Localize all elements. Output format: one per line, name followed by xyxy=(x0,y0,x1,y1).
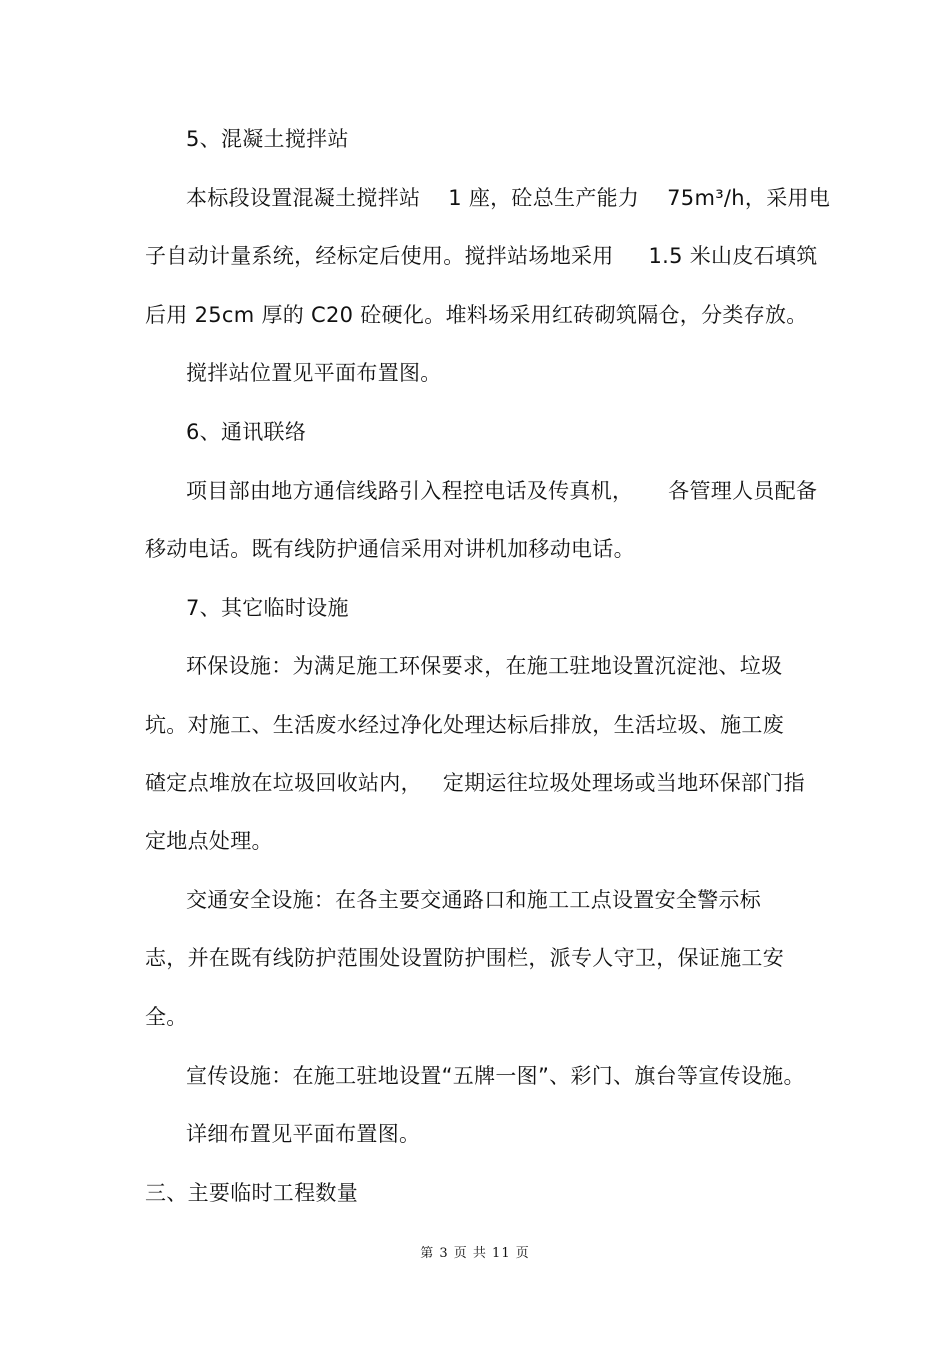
paragraph-line: 详细布置见平面布置图。 xyxy=(186,1122,421,1146)
heading-concrete-mixing-station: 5、混凝土搅拌站 xyxy=(186,127,349,151)
paragraph-line: 移动电话。既有线防护通信采用对讲机加移动电话。 xyxy=(145,537,635,561)
paragraph-line: 后用 25cm 厚的 C20 砼硬化。堆料场采用红砖砌筑隔仓，分类存放。 xyxy=(145,303,808,327)
paragraph-line: 碴定点堆放在垃圾回收站内， 定期运往垃圾处理场或当地环保部门指 xyxy=(145,771,805,795)
paragraph-line: 坑。对施工、生活废水经过净化处理达标后排放，生活垃圾、施工废 xyxy=(145,713,784,737)
paragraph-line: 定地点处理。 xyxy=(145,829,273,853)
paragraph-line: 宣传设施：在施工驻地设置“五牌一图”、彩门、旗台等宣传设施。 xyxy=(186,1064,805,1088)
paragraph-line: 本标段设置混凝土搅拌站 1 座，砼总生产能力 75m³/h，采用电 xyxy=(186,186,831,210)
paragraph-line: 志，并在既有线防护范围处设置防护围栏，派专人守卫，保证施工安 xyxy=(145,946,784,970)
paragraph-line: 环保设施：为满足施工环保要求，在施工驻地设置沉淀池、垃圾 xyxy=(186,654,783,678)
paragraph-line: 搅拌站位置见平面布置图。 xyxy=(186,361,442,385)
page-number-footer: 第 3 页 共 11 页 xyxy=(420,1246,530,1261)
paragraph-line: 交通安全设施：在各主要交通路口和施工工点设置安全警示标 xyxy=(186,888,762,912)
heading-communications: 6、通讯联络 xyxy=(186,420,307,444)
heading-other-temporary-facilities: 7、其它临时设施 xyxy=(186,596,349,620)
heading-main-temporary-works-quantities: 三、主要临时工程数量 xyxy=(145,1181,358,1205)
paragraph-line: 子自动计量系统，经标定后使用。搅拌站场地采用 1.5 米山皮石填筑 xyxy=(145,244,818,268)
paragraph-line: 全。 xyxy=(145,1005,188,1029)
paragraph-line: 项目部由地方通信线路引入程控电话及传真机， 各管理人员配备 xyxy=(186,479,818,503)
